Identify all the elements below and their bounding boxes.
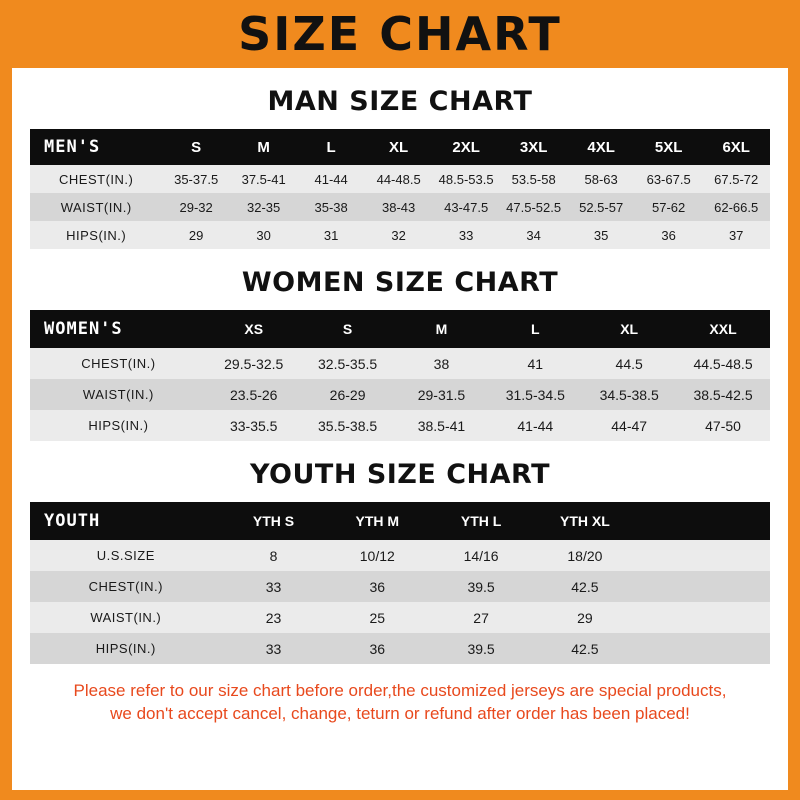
youth-hips-spacer [637, 633, 770, 664]
men-hips-xl: 32 [391, 227, 406, 243]
men-header-xl: XL [389, 138, 409, 156]
youth-chest-spacer [637, 571, 770, 602]
women-header-s: S [342, 321, 353, 337]
table-header-row [30, 310, 770, 348]
table-row [30, 348, 770, 379]
footer-line-1: Please refer to our size chart before order,the customized jerseys are special products, [73, 681, 727, 700]
youth-header-xl: YTH XL [560, 513, 610, 529]
women-section [30, 267, 770, 441]
men-chest-4xl: 58-63 [584, 171, 618, 187]
men-row-hips-label: HIPS(IN.) [66, 227, 127, 243]
men-header-2xl: 2XL [452, 138, 480, 156]
youth-ussize-l: 14/16 [463, 547, 499, 564]
men-chest-2xl: 48.5-53.5 [438, 171, 494, 187]
women-waist-l: 31.5-34.5 [505, 386, 565, 403]
youth-waist-spacer [637, 602, 770, 633]
men-waist-m: 32-35 [247, 199, 281, 215]
women-waist-xxl: 38.5-42.5 [693, 386, 753, 403]
men-chest-m: 37.5-41 [241, 171, 286, 187]
men-chest-5xl: 63-67.5 [646, 171, 691, 187]
youth-waist-l: 27 [473, 609, 489, 626]
men-waist-2xl: 43-47.5 [444, 199, 489, 215]
men-waist-s: 29-32 [179, 199, 213, 215]
youth-ussize-spacer [637, 540, 770, 571]
men-chest-6xl: 67.5-72 [714, 171, 759, 187]
men-waist-xl: 38-43 [382, 199, 416, 215]
women-hips-xs: 33-35.5 [229, 417, 278, 434]
youth-section [30, 459, 770, 664]
table-row [30, 633, 770, 664]
men-hips-l: 31 [323, 227, 339, 243]
women-header-xs: XS [244, 321, 264, 337]
women-chest-xl: 44.5 [615, 355, 643, 372]
men-waist-6xl: 62-66.5 [714, 199, 759, 215]
men-header-6xl: 6XL [722, 138, 750, 156]
men-hips-3xl: 34 [526, 227, 541, 243]
table-row [30, 221, 770, 249]
table-row [30, 193, 770, 221]
youth-header-l: YTH L [460, 513, 502, 529]
table-header-row [30, 129, 770, 165]
women-chest-xxl: 44.5-48.5 [693, 355, 753, 372]
youth-chest-s: 33 [265, 578, 282, 595]
men-header-m: M [257, 138, 270, 156]
youth-row-ussize-label: U.S.SIZE [96, 548, 155, 563]
men-chest-3xl: 53.5-58 [511, 171, 556, 187]
women-size-table [30, 310, 770, 441]
men-hips-s: 29 [188, 227, 204, 243]
table-row [30, 410, 770, 441]
men-waist-5xl: 57-62 [652, 199, 686, 215]
women-header-xl: XL [620, 321, 639, 337]
men-chest-xl: 44-48.5 [376, 171, 421, 187]
women-row-chest-label: CHEST(IN.) [81, 356, 156, 371]
women-row-waist-label: WAIST(IN.) [82, 387, 154, 402]
women-waist-xl: 34.5-38.5 [599, 386, 659, 403]
women-waist-m: 29-31.5 [417, 386, 466, 403]
women-chest-s: 32.5-35.5 [318, 355, 378, 372]
men-header-4xl: 4XL [587, 138, 615, 156]
youth-ussize-xl: 18/20 [567, 547, 603, 564]
men-section [30, 86, 770, 249]
content [12, 86, 788, 726]
youth-row-chest-label: CHEST(IN.) [88, 579, 163, 594]
men-hips-5xl: 36 [661, 227, 676, 243]
youth-row-hips-label: HIPS(IN.) [95, 641, 156, 656]
women-hips-xl: 44-47 [611, 417, 648, 434]
bottom-accent-bar [12, 790, 788, 800]
youth-section-title: YOUTH SIZE CHART [249, 459, 551, 490]
youth-chest-m: 36 [369, 578, 386, 595]
youth-ussize-m: 10/12 [359, 547, 395, 564]
youth-waist-s: 23 [265, 609, 282, 626]
men-section-title: MAN SIZE CHART [267, 86, 533, 117]
men-header-l: L [326, 138, 336, 156]
men-hips-2xl: 33 [458, 227, 474, 243]
footer-line-2: we don't accept cancel, change, teturn or refund after order has been placed! [110, 703, 690, 723]
women-chest-m: 38 [433, 355, 450, 372]
women-header-l: L [531, 321, 540, 337]
men-row-chest-label: CHEST(IN.) [59, 171, 134, 187]
youth-hips-m: 36 [369, 640, 386, 657]
men-hips-m: 30 [256, 227, 271, 243]
women-chest-xs: 29.5-32.5 [224, 355, 284, 372]
men-size-table [30, 129, 770, 249]
footer-note [30, 680, 770, 726]
men-header-5xl: 5XL [654, 138, 683, 156]
women-header-label: WOMEN'S [44, 319, 123, 339]
youth-chest-xl: 42.5 [571, 578, 599, 595]
youth-waist-m: 25 [369, 609, 386, 626]
page-title: SIZE CHART [238, 7, 562, 61]
table-header-row [30, 502, 770, 540]
table-row [30, 602, 770, 633]
women-header-xxl: XXL [709, 321, 737, 337]
youth-header-label: YOUTH [44, 511, 101, 531]
women-hips-s: 35.5-38.5 [318, 417, 378, 434]
youth-size-table [30, 502, 770, 664]
youth-header-spacer [637, 502, 770, 540]
table-row [30, 540, 770, 571]
women-hips-m: 38.5-41 [417, 417, 466, 434]
women-chest-l: 41 [527, 355, 544, 372]
men-header-s: S [191, 138, 202, 156]
youth-header-s: YTH S [252, 513, 295, 529]
youth-hips-l: 39.5 [467, 640, 495, 657]
women-header-m: M [435, 321, 448, 337]
women-hips-xxl: 47-50 [705, 417, 741, 434]
banner [12, 0, 788, 68]
women-section-title: WOMEN SIZE CHART [241, 267, 559, 298]
women-waist-s: 26-29 [329, 386, 366, 403]
table-row [30, 379, 770, 410]
youth-header-m: YTH M [355, 513, 400, 529]
youth-hips-xl: 42.5 [571, 640, 599, 657]
men-header-label: MEN'S [44, 137, 101, 157]
men-hips-6xl: 37 [728, 227, 744, 243]
men-waist-4xl: 52.5-57 [579, 199, 624, 215]
men-chest-s: 35-37.5 [174, 171, 219, 187]
women-waist-xs: 23.5-26 [229, 386, 278, 403]
men-waist-l: 35-38 [314, 199, 348, 215]
men-hips-4xl: 35 [593, 227, 609, 243]
youth-hips-s: 33 [265, 640, 282, 657]
youth-row-waist-label: WAIST(IN.) [90, 610, 162, 625]
youth-ussize-s: 8 [269, 547, 278, 564]
youth-chest-l: 39.5 [467, 578, 495, 595]
table-row [30, 165, 770, 193]
table-row [30, 571, 770, 602]
women-hips-l: 41-44 [517, 417, 554, 434]
men-chest-l: 41-44 [314, 171, 348, 187]
youth-waist-xl: 29 [577, 609, 593, 626]
women-row-hips-label: HIPS(IN.) [88, 418, 149, 433]
men-row-waist-label: WAIST(IN.) [60, 199, 132, 215]
men-waist-3xl: 47.5-52.5 [506, 199, 562, 215]
men-header-3xl: 3XL [519, 138, 548, 156]
